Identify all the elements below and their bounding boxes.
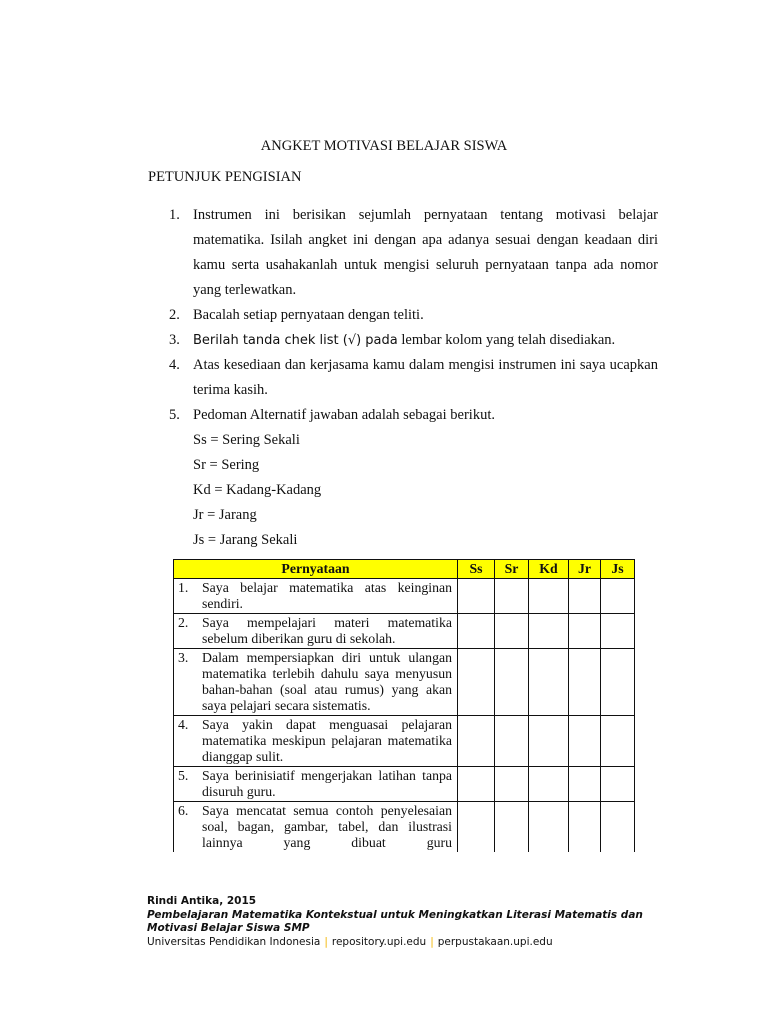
answer-cell-jr[interactable] — [569, 649, 601, 716]
statement-text: Saya mempelajari materi matematika sebelum diberikan guru di sekolah. — [202, 615, 452, 646]
answer-cell-kd[interactable] — [529, 579, 569, 614]
instruction-text: lembar kolom yang telah disediakan. — [397, 332, 616, 348]
instruction-number: 3. — [169, 332, 180, 348]
answer-cell-jr[interactable] — [569, 767, 601, 802]
document-title: ANGKET MOTIVASI BELAJAR SISWA — [260, 138, 508, 154]
statement-text: Saya mencatat semua contoh penyelesaian soal, bagan, gambar, tabel, dan ilustrasi lainnya yang dibuat guru — [202, 803, 452, 850]
statement-text: Saya belajar matematika atas keinginan sendiri. — [202, 580, 452, 611]
answer-cell-js[interactable] — [601, 579, 635, 614]
answer-cell-ss[interactable] — [458, 579, 495, 614]
statement-number: 5. — [178, 768, 189, 783]
statement-cell — [174, 716, 458, 767]
footer-library-link[interactable]: perpustakaan.upi.edu — [437, 935, 553, 948]
answer-cell-jr[interactable] — [569, 716, 601, 767]
instruction-number: 4. — [169, 357, 180, 373]
answer-cell-jr[interactable] — [569, 579, 601, 614]
answer-cell-ss[interactable] — [458, 614, 495, 649]
answer-code-list — [193, 428, 658, 553]
instruction-item — [148, 203, 658, 303]
instruction-item — [148, 328, 658, 353]
instruction-text-group — [193, 328, 658, 353]
answer-cell-kd[interactable] — [529, 649, 569, 716]
table-row — [174, 716, 635, 767]
answer-cell-jr[interactable] — [569, 614, 601, 649]
statement-text: Saya berinisiatif mengerjakan latihan tanpa disuruh guru. — [202, 768, 452, 799]
footer-links — [147, 936, 643, 950]
instruction-item — [148, 303, 658, 328]
statement-number: 6. — [178, 803, 189, 818]
section-subtitle: PETUNJUK PENGISIAN — [148, 169, 302, 185]
statement-number: 3. — [178, 650, 189, 665]
answer-cell-js[interactable] — [601, 716, 635, 767]
table-header-row — [174, 560, 635, 579]
answer-code: Ss = Sering Sekali — [193, 432, 300, 448]
footer-repository-link[interactable]: repository.upi.edu — [331, 935, 427, 948]
answer-cell-kd[interactable] — [529, 767, 569, 802]
questionnaire-table — [173, 559, 635, 852]
instruction-text-sans: Berilah tanda chek list (√) pada — [193, 333, 398, 348]
statement-cell — [174, 802, 458, 853]
header-statement: Pernyataan — [174, 560, 458, 579]
header-jr: Jr — [569, 560, 601, 579]
answer-cell-sr[interactable] — [495, 802, 529, 853]
statement-cell — [174, 614, 458, 649]
answer-code: Jr = Jarang — [193, 507, 257, 523]
statement-cell — [174, 579, 458, 614]
table-row — [174, 802, 635, 853]
answer-cell-js[interactable] — [601, 649, 635, 716]
instruction-item — [148, 353, 658, 403]
footer-university: Universitas Pendidikan Indonesia — [147, 935, 321, 948]
header-kd: Kd — [529, 560, 569, 579]
statement-text: Dalam mempersiapkan diri untuk ulangan matematika terlebih dahulu saya menyusun bahan-bahan (soal atau rumus) yang akan saya pelajari secara sistematis. — [202, 650, 452, 713]
instruction-list — [148, 203, 658, 553]
answer-cell-js[interactable] — [601, 802, 635, 853]
instruction-text: Pedoman Alternatif jawaban adalah sebagai berikut. — [193, 407, 495, 423]
table-row — [174, 649, 635, 716]
statement-cell — [174, 649, 458, 716]
statement-number: 2. — [178, 615, 189, 630]
answer-cell-kd[interactable] — [529, 802, 569, 853]
statement-number: 1. — [178, 580, 189, 595]
answer-cell-sr[interactable] — [495, 716, 529, 767]
footer-thesis-title-line-2: Motivasi Belajar Siswa SMP — [147, 922, 310, 934]
answer-cell-js[interactable] — [601, 767, 635, 802]
table-row — [174, 767, 635, 802]
header-ss: Ss — [458, 560, 495, 579]
header-js: Js — [601, 560, 635, 579]
answer-cell-ss[interactable] — [458, 802, 495, 853]
answer-code: Js = Jarang Sekali — [193, 532, 298, 548]
statement-cell — [174, 767, 458, 802]
answer-cell-jr[interactable] — [569, 802, 601, 853]
statement-text: Saya yakin dapat menguasai pelajaran matematika meskipun pelajaran matematika dianggap sulit. — [202, 717, 452, 764]
answer-cell-ss[interactable] — [458, 767, 495, 802]
footer-separator: | — [430, 935, 434, 948]
instruction-text: Bacalah setiap pernyataan dengan teliti. — [193, 307, 424, 323]
answer-cell-js[interactable] — [601, 614, 635, 649]
page-footer — [147, 895, 643, 949]
answer-cell-sr[interactable] — [495, 649, 529, 716]
table-row — [174, 579, 635, 614]
instruction-number: 5. — [169, 407, 180, 423]
header-sr: Sr — [495, 560, 529, 579]
statement-number: 4. — [178, 717, 189, 732]
instruction-text: Atas kesediaan dan kerjasama kamu dalam mengisi instrumen ini saya ucapkan terima kasih. — [193, 357, 658, 398]
answer-cell-ss[interactable] — [458, 649, 495, 716]
answer-cell-sr[interactable] — [495, 614, 529, 649]
instruction-number: 1. — [169, 207, 180, 223]
answer-cell-sr[interactable] — [495, 579, 529, 614]
answer-cell-sr[interactable] — [495, 767, 529, 802]
footer-thesis-title-line-1: Pembelajaran Matematika Kontekstual untuk Meningkatkan Literasi Matematis dan — [147, 908, 643, 921]
answer-cell-ss[interactable] — [458, 716, 495, 767]
answer-code: Kd = Kadang-Kadang — [193, 482, 322, 498]
instruction-number: 2. — [169, 307, 180, 323]
answer-cell-kd[interactable] — [529, 614, 569, 649]
footer-author: Rindi Antika, 2015 — [147, 895, 257, 907]
table-row — [174, 614, 635, 649]
answer-code: Sr = Sering — [193, 457, 260, 473]
footer-separator: | — [324, 935, 328, 948]
instruction-text: Instrumen ini berisikan sejumlah pernyataan tentang motivasi belajar matematika. Isilah angket ini dengan apa adanya sesuai dengan keadaan diri kamu serta usahakanlah untuk mengisi seluruh pernyataan tanpa ada nomor yang terlewatkan. — [193, 207, 658, 298]
answer-cell-kd[interactable] — [529, 716, 569, 767]
instruction-item — [148, 403, 658, 553]
